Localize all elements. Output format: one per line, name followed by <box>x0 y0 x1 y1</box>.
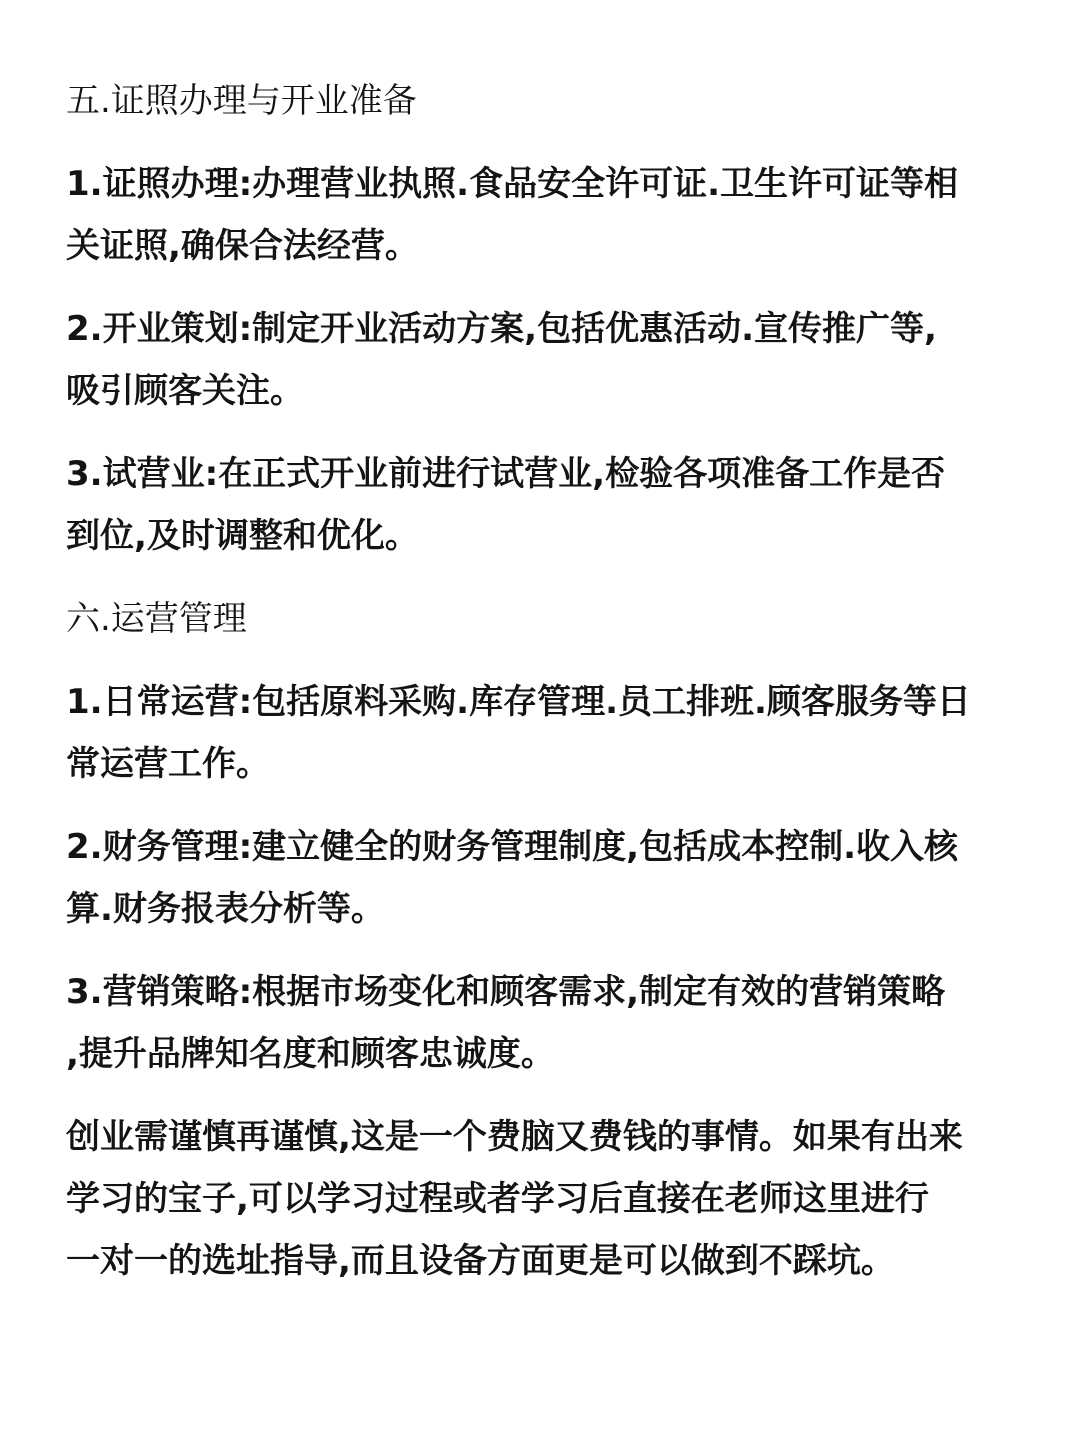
item-text-line: 关证照,确保合法经营。 <box>66 226 419 266</box>
closing-text-line: 一对一的选址指导,而且设备方面更是可以做到不踩坑。 <box>66 1241 895 1281</box>
document-body <box>66 70 1014 1292</box>
item-text-line: 吸引顾客关注。 <box>66 371 304 411</box>
item-text-line: ,提升品牌知名度和顾客忠诚度。 <box>66 1034 555 1074</box>
item-text-line: 1.证照办理:办理营业执照.食品安全许可证.卫生许可证等相 <box>66 164 959 204</box>
closing-paragraph <box>66 1106 1014 1292</box>
list-item <box>66 671 1014 795</box>
item-text-line: 1.日常运营:包括原料采购.库存管理.员工排班.顾客服务等日 <box>66 682 971 722</box>
list-item <box>66 443 1014 567</box>
item-text-line: 算.财务报表分析等。 <box>66 889 385 929</box>
item-text-line: 常运营工作。 <box>66 744 270 784</box>
item-text-line: 2.开业策划:制定开业活动方案,包括优惠活动.宣传推广等, <box>66 309 937 349</box>
section-heading: 五.证照办理与开业准备 <box>66 81 417 121</box>
closing-text-line: 创业需谨慎再谨慎,这是一个费脑又费钱的事情。如果有出来 <box>66 1117 963 1157</box>
item-text-line: 3.试营业:在正式开业前进行试营业,检验各项准备工作是否 <box>66 454 946 494</box>
list-item <box>66 298 1014 422</box>
list-item <box>66 816 1014 940</box>
section-heading: 六.运营管理 <box>66 599 247 639</box>
item-text-line: 到位,及时调整和优化。 <box>66 516 419 556</box>
item-text-line: 2.财务管理:建立健全的财务管理制度,包括成本控制.收入核 <box>66 827 959 867</box>
list-item <box>66 153 1014 277</box>
closing-text-line: 学习的宝子,可以学习过程或者学习后直接在老师这里进行 <box>66 1179 929 1219</box>
item-text-line: 3.营销策略:根据市场变化和顾客需求,制定有效的营销策略 <box>66 972 946 1012</box>
list-item <box>66 961 1014 1085</box>
